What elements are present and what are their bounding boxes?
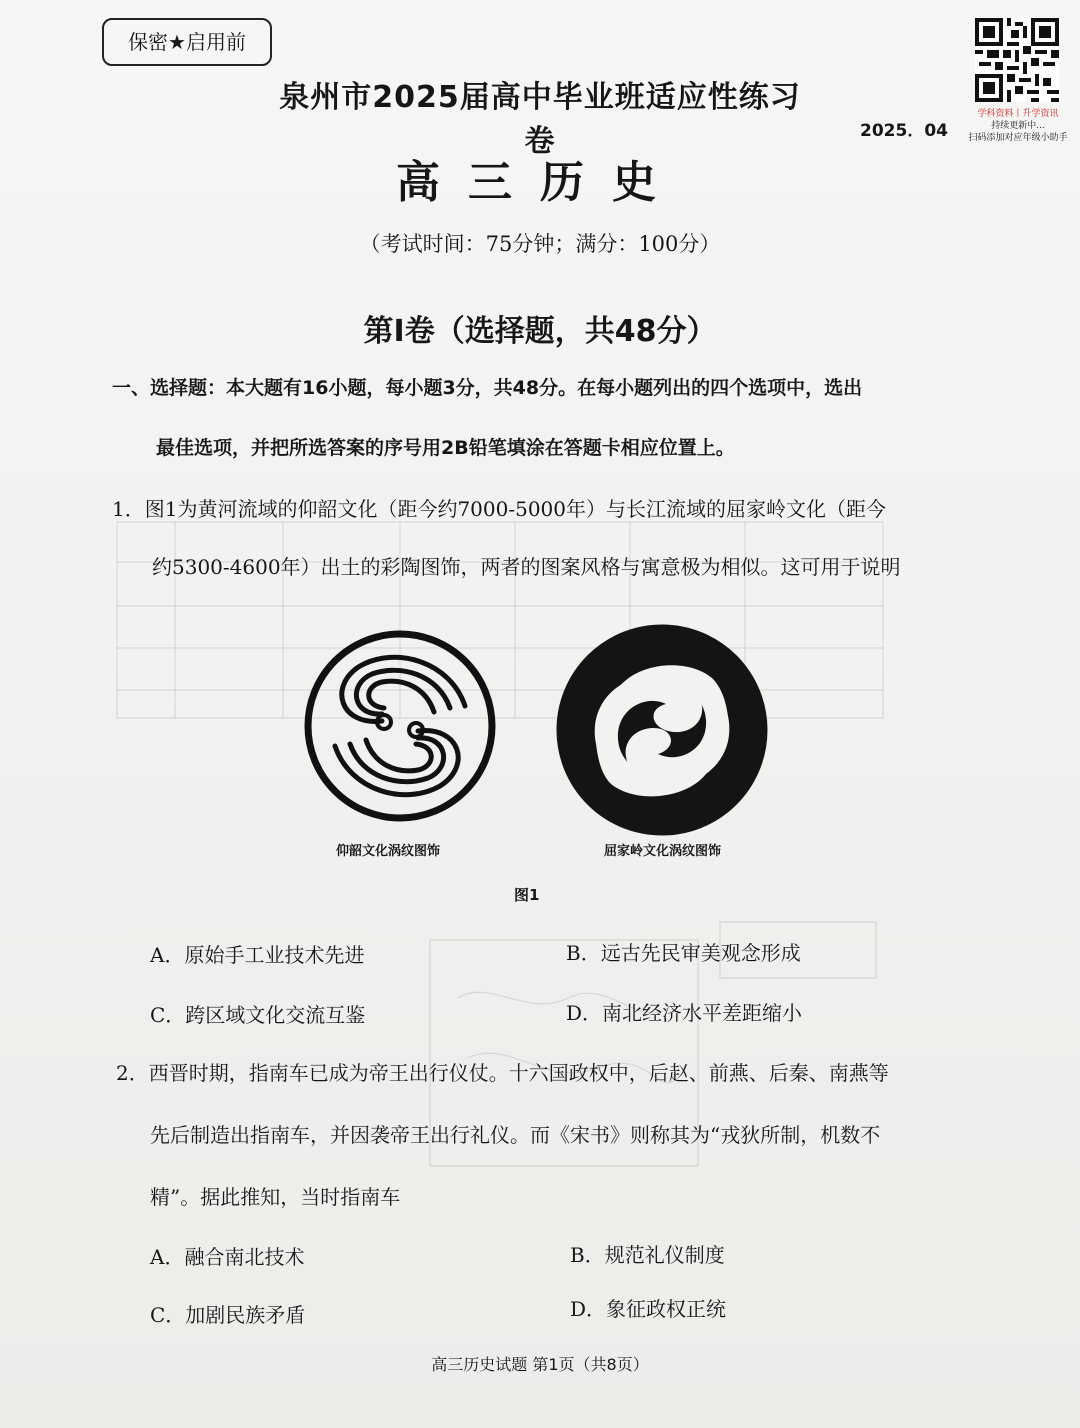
qr-caption-line2: 持续更新中...: [991, 121, 1045, 131]
section-title: 第Ⅰ卷（选择题，共48分）: [363, 314, 717, 349]
question-2-option-b: B．规范礼仪制度: [570, 1243, 725, 1267]
qr-code-icon: [975, 18, 1059, 102]
section-instruction-line2: 最佳选项，并把所选答案的序号用2B铅笔填涂在答题卡相应位置上。: [156, 437, 735, 459]
exam-title: 泉州市2025届高中毕业班适应性练习卷: [279, 80, 801, 159]
question-1-option-d: D．南北经济水平差距缩小: [566, 1001, 803, 1025]
page-footer: 高三历史试题 第1页（共8页）: [431, 1355, 649, 1374]
qujialing-swirl-motif-icon: [556, 624, 768, 836]
exam-date: 2025．04: [860, 121, 948, 141]
qr-caption-line1: 学科资料丨升学资讯: [977, 109, 1059, 119]
question-1-option-b: B．远古先民审美观念形成: [566, 941, 801, 965]
subject-title: 高三历史: [396, 157, 684, 208]
figure-1-label: 图1: [514, 886, 540, 904]
question-1-option-a: A．原始手工业技术先进: [150, 943, 365, 967]
qr-caption: [962, 108, 1074, 144]
question-2-option-c: C．加剧民族矛盾: [150, 1303, 306, 1327]
bleed-through-table: [115, 520, 885, 720]
qr-caption-line3: 扫码添加对应年级小助手: [968, 133, 1068, 143]
exam-info: （考试时间：75分钟；满分：100分）: [359, 232, 721, 256]
question-1-stem-line2: 约5300-4600年）出土的彩陶图饰，两者的图案风格与寓意极为相似。这可用于说明: [152, 555, 901, 579]
confidential-badge: 保密★启用前: [102, 18, 272, 66]
question-1-stem-line1: 1．图1为黄河流域的仰韶文化（距今约7000-5000年）与长江流域的屈家岭文化（距今: [112, 497, 887, 521]
question-2-stem-line1: 2．西晋时期，指南车已成为帝王出行仪仗。十六国政权中，后赵、前燕、后秦、南燕等: [116, 1061, 889, 1085]
yangshao-swirl-motif-icon: [300, 626, 500, 826]
question-2-stem-line3: 精”。据此推知，当时指南车: [150, 1185, 401, 1209]
section-instruction-line1: 一、选择题：本大题有16小题，每小题3分，共48分。在每小题列出的四个选项中，选出: [112, 377, 863, 399]
question-1-option-c: C．跨区域文化交流互鉴: [150, 1003, 366, 1027]
figure-1-right-caption: 屈家岭文化涡纹图饰: [604, 844, 722, 859]
figure-1-left-caption: 仰韶文化涡纹图饰: [336, 844, 441, 859]
question-2-option-d: D．象征政权正统: [570, 1297, 727, 1321]
question-2-option-a: A．融合南北技术: [150, 1245, 305, 1269]
question-2-stem-line2: 先后制造出指南车，并因袭帝王出行礼仪。而《宋书》则称其为“戎狄所制，机数不: [150, 1123, 881, 1147]
